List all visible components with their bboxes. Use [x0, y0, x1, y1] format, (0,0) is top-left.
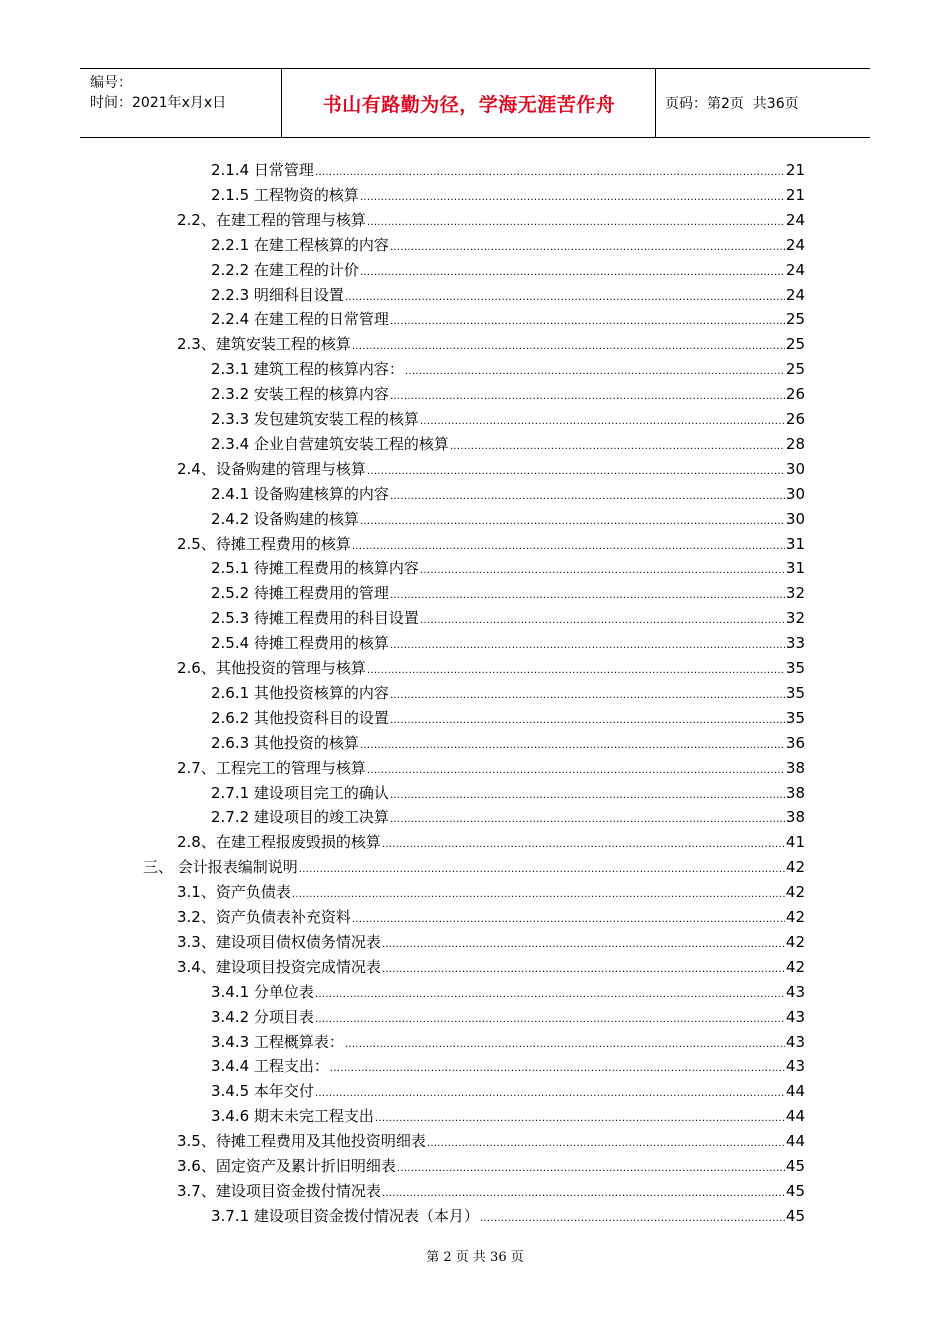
toc-entry-page: 31 — [785, 534, 805, 553]
toc-entry-page: 45 — [785, 1181, 805, 1200]
toc-dot-leader — [427, 1129, 785, 1157]
toc-entry-title: 3.5、待摊工程费用及其他投资明细表 — [177, 1132, 426, 1151]
toc-entry[interactable] — [177, 332, 805, 357]
toc-entry-page: 30 — [785, 484, 805, 503]
toc-dot-leader — [390, 482, 785, 510]
toc-entry[interactable] — [211, 1030, 805, 1055]
toc-dot-leader — [480, 1204, 785, 1232]
toc-entry-title: 2.6、其他投资的管理与核算 — [177, 659, 366, 677]
toc-entry-page: 35 — [785, 659, 805, 677]
toc-dot-leader — [367, 208, 785, 236]
toc-entry-title: 3.3、建设项目债权债务情况表 — [177, 932, 381, 951]
toc-dot-leader — [420, 606, 785, 634]
toc-dot-leader — [390, 631, 785, 659]
toc-entry-page: 44 — [785, 1107, 805, 1126]
toc-entry[interactable] — [211, 731, 805, 756]
toc-entry-page: 45 — [785, 1206, 805, 1225]
toc-dot-leader — [382, 955, 785, 983]
toc-entry-page: 31 — [785, 559, 805, 578]
toc-dot-leader — [450, 432, 785, 460]
toc-entry-title: 3.4.6 期末未完工程支出 — [211, 1107, 374, 1126]
toc-entry-page: 24 — [785, 210, 805, 229]
toc-entry[interactable] — [211, 158, 805, 183]
toc-entry[interactable] — [177, 930, 805, 955]
toc-dot-leader — [390, 706, 785, 734]
toc-entry-page: 26 — [785, 410, 805, 428]
header-page-label: 页码：第2页 共36页 — [665, 96, 799, 112]
toc-entry-page: 26 — [785, 385, 805, 404]
toc-entry-page: 43 — [785, 1007, 805, 1026]
toc-entry-title: 2.4.1 设备购建核算的内容 — [211, 484, 389, 503]
toc-entry-page: 41 — [785, 833, 805, 852]
toc-entry-title: 2.7.2 建设项目的竣工决算 — [211, 808, 389, 827]
toc-entry-page: 30 — [785, 509, 805, 528]
toc-dot-leader — [292, 880, 785, 908]
toc-dot-leader — [367, 656, 785, 684]
toc-entry-title: 2.8、在建工程报废毁损的核算 — [177, 833, 381, 852]
toc-entry-page: 42 — [785, 883, 805, 902]
toc-entry-page: 43 — [785, 982, 805, 1001]
toc-dot-leader — [390, 781, 785, 809]
document-number-label: 编号： — [90, 75, 132, 91]
toc-entry-title: 3.7、建设项目资金拨付情况表 — [177, 1181, 381, 1200]
toc-dot-leader — [420, 407, 785, 435]
toc-entry-title: 3.4.2 分项目表 — [211, 1007, 314, 1026]
toc-dot-leader — [315, 1079, 785, 1107]
toc-entry-page: 38 — [785, 808, 805, 827]
toc-entry[interactable] — [211, 482, 805, 507]
toc-entry-title: 三、 会计报表编制说明 — [143, 858, 298, 877]
toc-dot-leader — [360, 731, 785, 759]
toc-dot-leader — [390, 382, 785, 410]
toc-entry-page: 36 — [785, 733, 805, 752]
toc-dot-leader — [299, 855, 785, 883]
document-time-label: 时间：2021年x月x日 — [90, 95, 227, 111]
toc-entry-title: 3.1、资产负债表 — [177, 883, 291, 902]
toc-entry-page: 35 — [785, 708, 805, 727]
toc-entry-title: 2.3.4 企业自营建筑安装工程的核算 — [211, 434, 449, 453]
toc-entry[interactable] — [211, 631, 805, 656]
toc-entry-page: 42 — [785, 908, 805, 926]
toc-dot-leader — [352, 532, 785, 560]
toc-dot-leader — [345, 1030, 785, 1058]
toc-entry[interactable] — [177, 955, 805, 980]
toc-entry-title: 2.3.1 建筑工程的核算内容： — [211, 360, 404, 379]
toc-entry-page: 24 — [785, 285, 805, 304]
toc-entry-title: 2.6.1 其他投资核算的内容 — [211, 683, 389, 702]
toc-entry[interactable] — [177, 880, 805, 905]
page-footer: 第 2 页 共 36 页 — [426, 1250, 524, 1265]
toc-entry-page: 21 — [785, 161, 805, 179]
toc-entry-title: 2.7.1 建设项目完工的确认 — [211, 783, 389, 802]
toc-entry-title: 2.3、建筑安装工程的核算 — [177, 335, 351, 354]
toc-entry[interactable] — [211, 283, 805, 308]
toc-dot-leader — [352, 332, 785, 360]
toc-entry-title: 2.3.3 发包建筑安装工程的核算 — [211, 410, 419, 428]
toc-entry[interactable] — [211, 1005, 805, 1030]
toc-entry[interactable] — [211, 1079, 805, 1104]
toc-entry-title: 2.2.1 在建工程核算的内容 — [211, 235, 389, 254]
toc-entry[interactable] — [177, 457, 805, 482]
header-divider — [281, 69, 282, 137]
toc-entry[interactable] — [211, 606, 805, 631]
toc-entry[interactable] — [211, 357, 805, 382]
toc-entry[interactable] — [211, 432, 805, 457]
toc-entry-page: 45 — [785, 1157, 805, 1175]
toc-entry-title: 2.4、设备购建的管理与核算 — [177, 459, 366, 478]
toc-entry[interactable] — [211, 980, 805, 1005]
toc-entry[interactable] — [211, 1054, 805, 1079]
toc-dot-leader — [390, 805, 785, 833]
toc-entry-page: 24 — [785, 260, 805, 279]
toc-entry-page: 35 — [785, 683, 805, 702]
toc-entry[interactable] — [177, 656, 805, 681]
toc-entry[interactable] — [177, 1154, 805, 1179]
toc-dot-leader — [315, 158, 785, 186]
toc-entry-page: 38 — [785, 758, 805, 777]
toc-entry[interactable] — [211, 183, 805, 208]
toc-dot-leader — [390, 307, 785, 335]
toc-entry[interactable] — [211, 507, 805, 532]
toc-entry-page: 28 — [785, 434, 805, 453]
toc-dot-leader — [382, 830, 785, 858]
toc-entry-title: 3.4.5 本年交付 — [211, 1082, 314, 1101]
toc-dot-leader — [390, 233, 785, 261]
toc-entry[interactable] — [211, 805, 805, 830]
toc-entry-page: 42 — [785, 858, 805, 877]
toc-entry[interactable] — [177, 756, 805, 781]
toc-entry-title: 2.1.4 日常管理 — [211, 161, 314, 179]
toc-dot-leader — [315, 1005, 785, 1033]
toc-entry[interactable] — [211, 307, 805, 332]
toc-entry[interactable] — [211, 681, 805, 706]
toc-entry-title: 3.4.3 工程概算表： — [211, 1032, 344, 1051]
toc-entry-page: 32 — [785, 609, 805, 628]
page-header — [80, 68, 870, 138]
toc-entry[interactable] — [143, 855, 805, 880]
toc-dot-leader — [367, 756, 785, 784]
toc-entry-title: 2.6.3 其他投资的核算 — [211, 733, 359, 752]
toc-entry-title: 3.4.4 工程支出： — [211, 1057, 329, 1076]
toc-entry-title: 2.3.2 安装工程的核算内容 — [211, 385, 389, 404]
toc-entry-title: 2.5.1 待摊工程费用的核算内容 — [211, 559, 419, 578]
header-meta — [90, 73, 280, 113]
toc-entry[interactable] — [211, 1104, 805, 1129]
toc-entry-title: 2.5.3 待摊工程费用的科目设置 — [211, 609, 419, 628]
toc-entry-title: 2.2.3 明细科目设置 — [211, 285, 344, 304]
toc-entry[interactable] — [177, 1179, 805, 1204]
toc-entry-page: 43 — [785, 1057, 805, 1076]
toc-entry-title: 2.7、工程完工的管理与核算 — [177, 758, 366, 777]
toc-entry-title: 2.4.2 设备购建的核算 — [211, 509, 359, 528]
toc-dot-leader — [330, 1054, 785, 1082]
toc-entry[interactable] — [211, 258, 805, 283]
toc-dot-leader — [382, 930, 785, 958]
toc-dot-leader — [382, 1179, 785, 1207]
toc-dot-leader — [390, 581, 785, 609]
toc-entry[interactable] — [177, 905, 805, 930]
toc-entry[interactable] — [211, 781, 805, 806]
toc-dot-leader — [397, 1154, 785, 1182]
header-divider — [655, 69, 656, 137]
toc-entry[interactable] — [177, 830, 805, 855]
toc-dot-leader — [367, 457, 785, 485]
toc-entry-page: 43 — [785, 1032, 805, 1051]
toc-entry-page: 24 — [785, 235, 805, 254]
toc-entry-page: 25 — [785, 335, 805, 354]
toc-entry[interactable] — [211, 1204, 805, 1229]
toc-entry[interactable] — [211, 382, 805, 407]
toc-entry[interactable] — [211, 556, 805, 581]
toc-entry-page: 25 — [785, 360, 805, 379]
toc-entry-title: 2.2.2 在建工程的计价 — [211, 260, 359, 279]
toc-entry-page: 42 — [785, 932, 805, 951]
toc-entry-title: 3.7.1 建设项目资金拨付情况表（本月） — [211, 1206, 479, 1225]
toc-entry[interactable] — [211, 407, 805, 432]
toc-entry-page: 44 — [785, 1082, 805, 1101]
toc-entry-title: 2.5.4 待摊工程费用的核算 — [211, 634, 389, 653]
toc-entry[interactable] — [211, 233, 805, 258]
toc-dot-leader — [390, 681, 785, 709]
toc-entry-title: 3.4.1 分单位表 — [211, 982, 314, 1001]
toc-entry-title: 2.2.4 在建工程的日常管理 — [211, 310, 389, 329]
toc-entry-title: 3.2、资产负债表补充资料 — [177, 908, 351, 926]
toc-entry-title: 2.2、在建工程的管理与核算 — [177, 210, 366, 229]
header-motto: 书山有路勤为径，学海无涯苦作舟 — [322, 93, 616, 116]
toc-dot-leader — [352, 905, 785, 933]
toc-dot-leader — [315, 980, 785, 1008]
toc-entry-title: 3.4、建设项目投资完成情况表 — [177, 957, 381, 976]
toc-entry[interactable] — [211, 581, 805, 606]
toc-entry[interactable] — [177, 208, 805, 233]
toc-entry-title: 2.6.2 其他投资科目的设置 — [211, 708, 389, 727]
toc-entry-page: 25 — [785, 310, 805, 329]
toc-entry-page: 21 — [785, 185, 805, 204]
toc-entry-page: 42 — [785, 957, 805, 976]
toc-dot-leader — [375, 1104, 785, 1132]
toc-entry-page: 38 — [785, 783, 805, 802]
toc-dot-leader — [405, 357, 785, 385]
toc-entry[interactable] — [177, 1129, 805, 1154]
toc-entry-page: 30 — [785, 459, 805, 478]
toc-dot-leader — [420, 556, 785, 584]
toc-entry-page: 33 — [785, 634, 805, 653]
toc-dot-leader — [360, 183, 785, 211]
toc-entry-page: 32 — [785, 584, 805, 603]
toc-dot-leader — [360, 507, 785, 535]
toc-entry[interactable] — [211, 706, 805, 731]
toc-entry-title: 3.6、固定资产及累计折旧明细表 — [177, 1157, 396, 1175]
toc-entry-title: 2.5、待摊工程费用的核算 — [177, 534, 351, 553]
toc-entry-title: 2.1.5 工程物资的核算 — [211, 185, 359, 204]
toc-dot-leader — [345, 283, 785, 311]
toc-entry-page: 44 — [785, 1132, 805, 1151]
toc-entry[interactable] — [177, 532, 805, 557]
toc-dot-leader — [360, 258, 785, 286]
toc-entry-title: 2.5.2 待摊工程费用的管理 — [211, 584, 389, 603]
